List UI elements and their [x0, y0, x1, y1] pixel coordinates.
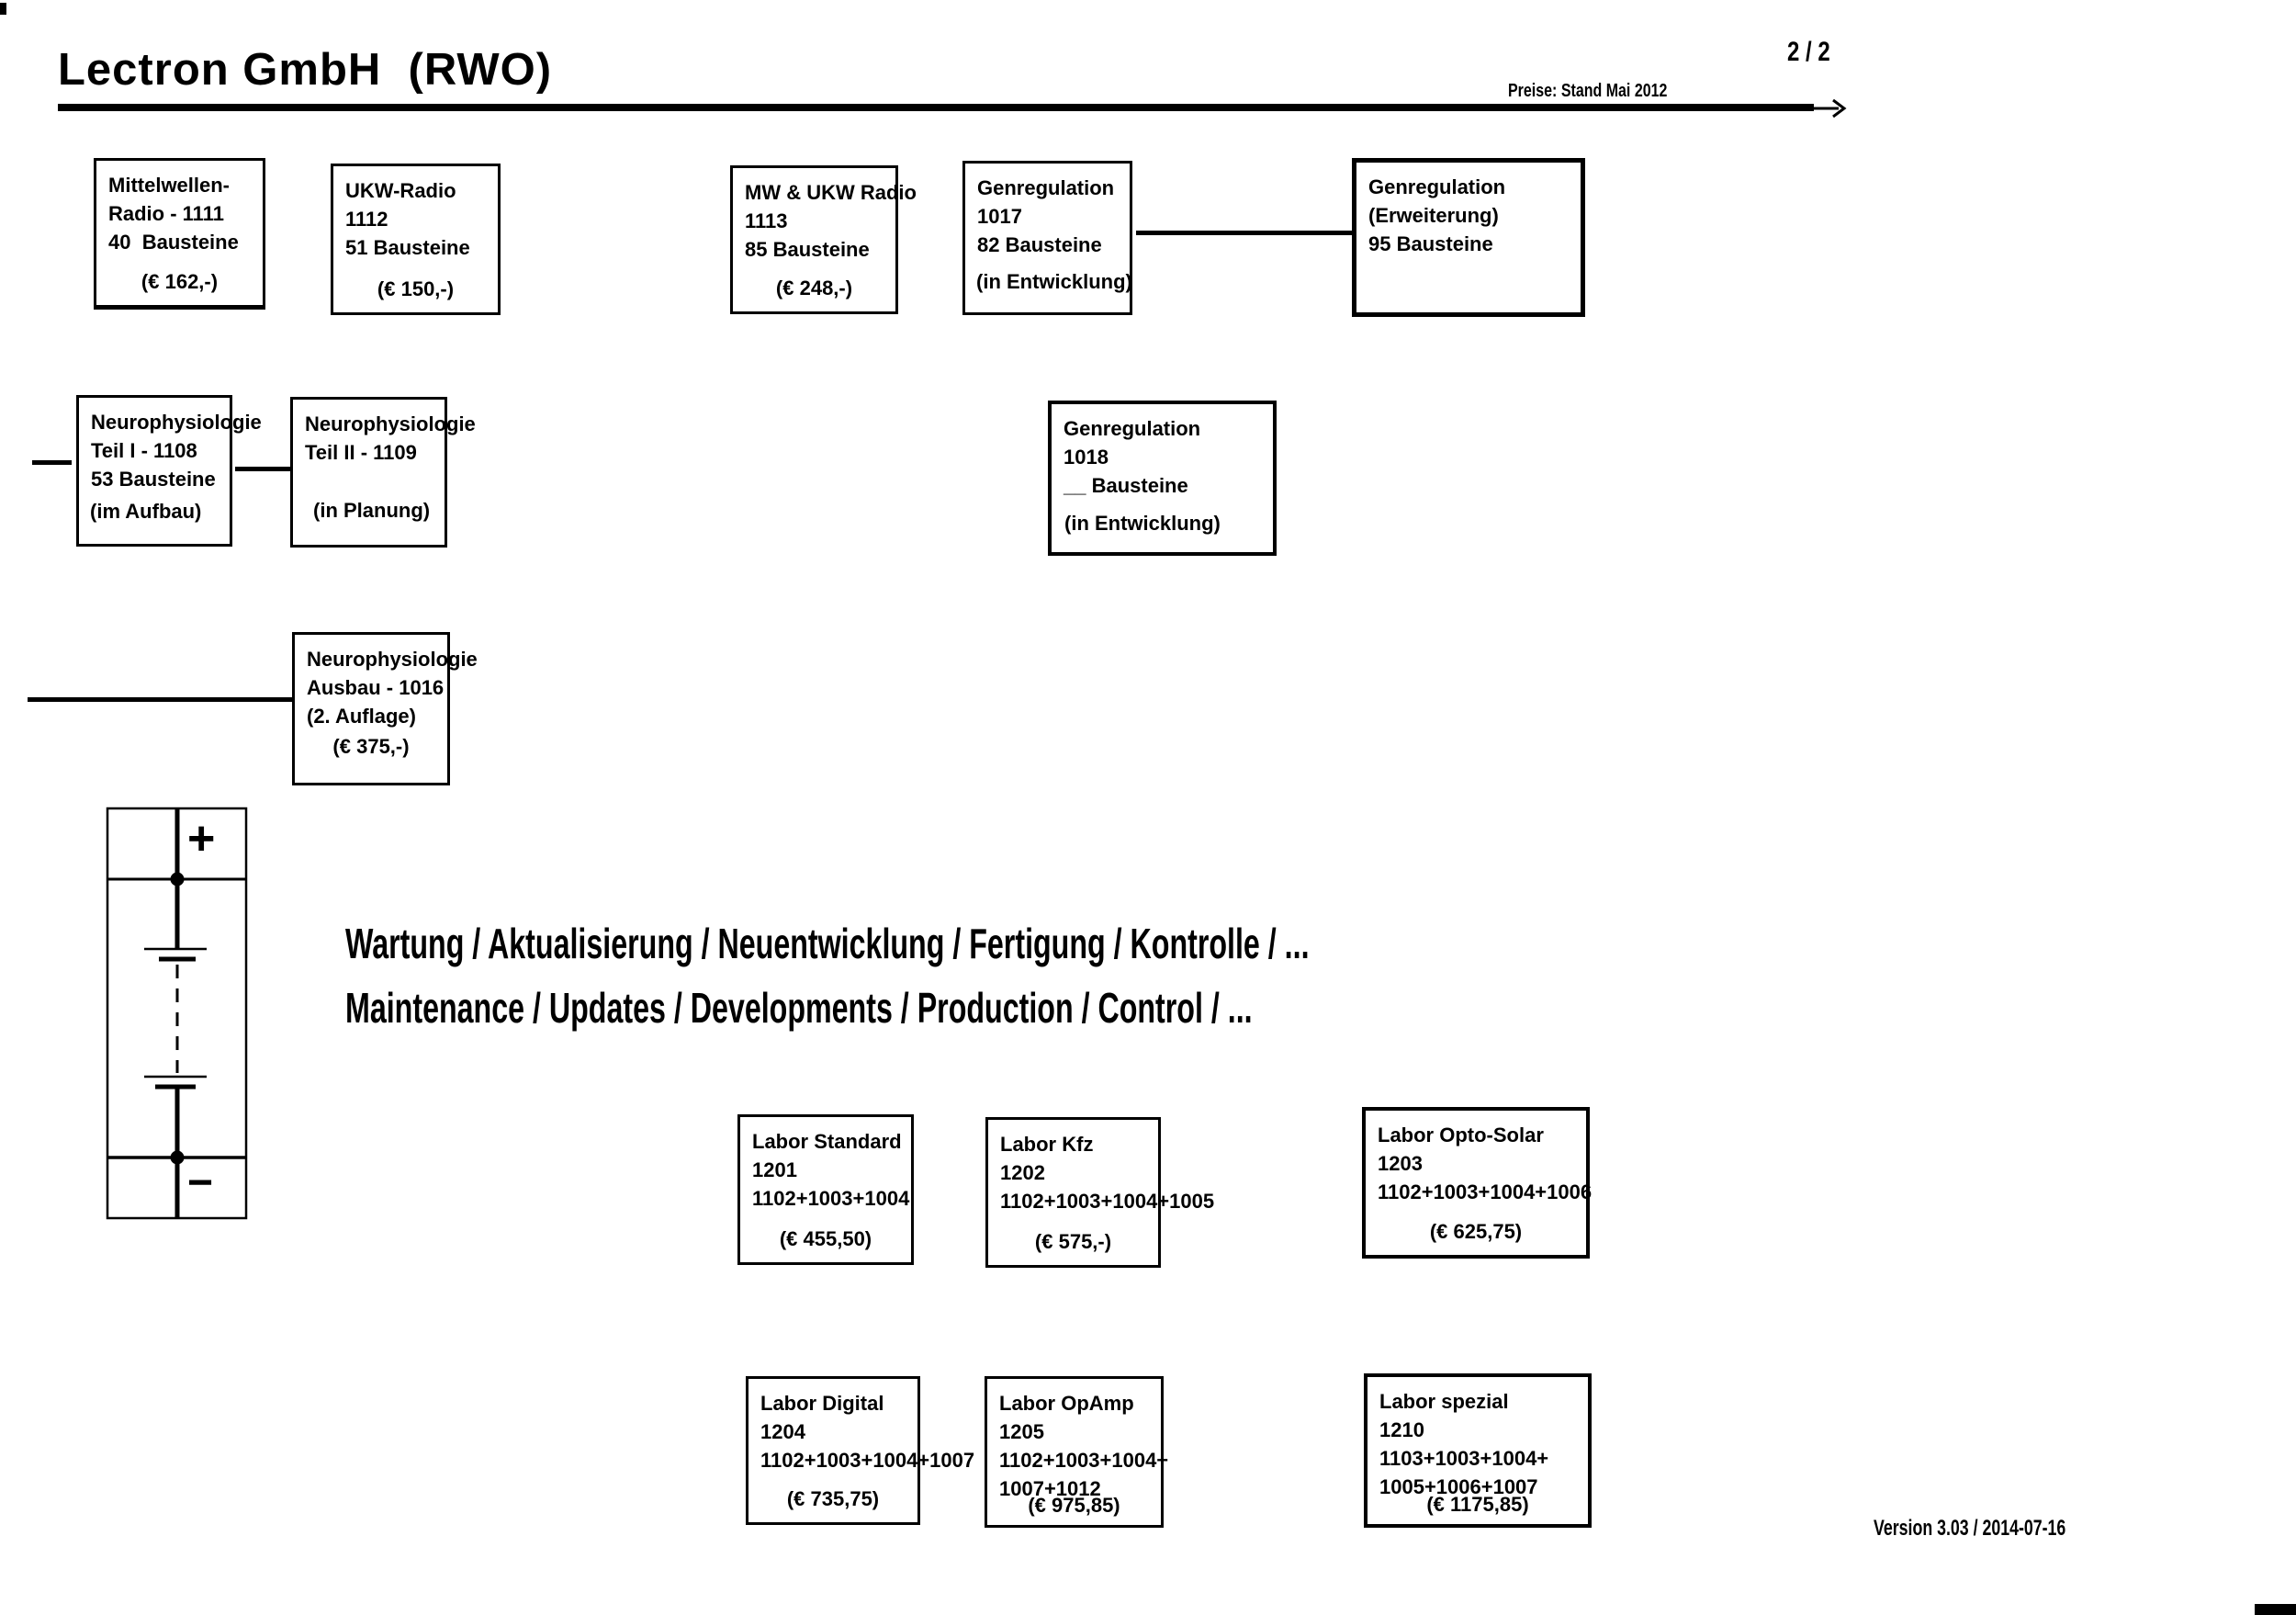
- product-price: (€ 455,50): [779, 1227, 872, 1250]
- product-line: Labor Kfz: [1000, 1133, 1094, 1156]
- junction-dot: [171, 873, 185, 887]
- product-line: 1201: [752, 1158, 797, 1181]
- product-price: (€ 1175,85): [1426, 1493, 1529, 1516]
- product-line: Genregulation: [1368, 175, 1506, 198]
- connector-edge-neuro1: [32, 460, 72, 465]
- product-line: 1113: [745, 209, 788, 232]
- connector-gen1017-generw: [1136, 231, 1352, 235]
- box-labor-standard-1201: [737, 1114, 914, 1265]
- product-line: Neurophysiologie: [91, 411, 262, 434]
- product-line: Teil II - 1109: [305, 441, 417, 464]
- product-price: (€ 375,-): [332, 735, 410, 758]
- box-labor-kfz-1202: [985, 1117, 1215, 1268]
- product-line: UKW-Radio: [345, 179, 456, 202]
- connector-neuro1-neuro2: [235, 467, 290, 471]
- product-status: (in Entwicklung): [976, 270, 1132, 293]
- product-line: Labor spezial: [1379, 1390, 1509, 1413]
- product-line: 82 Bausteine: [977, 233, 1102, 256]
- box-labor-opamp-1205: [985, 1376, 1169, 1528]
- product-line: 1112: [345, 208, 388, 231]
- product-line: 1210: [1379, 1418, 1424, 1441]
- product-line: 53 Bausteine: [91, 468, 216, 491]
- product-line: 1102+1003+1004: [752, 1187, 910, 1210]
- header-rule: [58, 104, 1814, 111]
- product-line: Ausbau - 1016: [307, 676, 445, 699]
- product-price: (€ 150,-): [377, 277, 455, 300]
- battery-symbol: [103, 807, 250, 1220]
- slogan-english: Maintenance / Updates / Developments / Production / Control / ...: [345, 984, 1253, 1032]
- product-status: (in Planung): [313, 499, 431, 522]
- product-line: 1018: [1064, 446, 1109, 469]
- product-price: (€ 162,-): [141, 270, 219, 293]
- junction-dot: [171, 1151, 185, 1165]
- product-price: (€ 248,-): [775, 277, 853, 299]
- product-price: (€ 975,85): [1028, 1494, 1120, 1517]
- product-line: 1102+1003+1004+1006: [1378, 1180, 1593, 1203]
- page-title: Lectron GmbH (RWO): [58, 45, 553, 95]
- product-line: 1102+1003+1004+1007: [760, 1449, 975, 1472]
- scan-artifact: [2255, 1604, 2296, 1615]
- product-line: (2. Auflage): [307, 705, 416, 728]
- box-labor-spezial-1210: [1364, 1373, 1592, 1528]
- plus-terminal-label: +: [187, 812, 216, 865]
- box-genregulation-1018: [1048, 401, 1277, 556]
- product-line: 1203: [1378, 1152, 1423, 1175]
- product-price: (€ 625,75): [1429, 1220, 1523, 1243]
- product-line: Teil I - 1108: [91, 439, 197, 462]
- product-price: (€ 735,75): [786, 1487, 880, 1510]
- connector-edge-ausbau: [28, 697, 292, 702]
- box-genregulation-erweiterung: [1352, 158, 1585, 317]
- box-genregulation-1017: [962, 161, 1132, 315]
- product-line: (Erweiterung): [1368, 204, 1499, 227]
- product-line: 1005+1006+1007: [1379, 1475, 1538, 1498]
- product-line: 95 Bausteine: [1368, 232, 1493, 255]
- product-line: 1204: [760, 1420, 805, 1443]
- box-mittelwellen-radio-1111: [94, 158, 265, 310]
- product-line: Labor Opto-Solar: [1378, 1124, 1544, 1146]
- product-status: (im Aufbau): [90, 500, 202, 523]
- product-line: Neurophysiologie: [305, 412, 476, 435]
- product-line: 51 Bausteine: [345, 236, 470, 259]
- product-line: Labor Standard: [752, 1130, 902, 1153]
- version-label: Version 3.03 / 2014-07-16: [1874, 1516, 2066, 1541]
- box-labor-opto-solar-1203: [1362, 1107, 1593, 1259]
- product-line: Genregulation: [977, 176, 1115, 199]
- product-line: 1102+1003+1004+: [999, 1449, 1169, 1472]
- slogan-german: Wartung / Aktualisierung / Neuentwicklung / Fertigung / Kontrolle / ...: [345, 920, 1310, 967]
- box-neurophysiologie-teil1-1108: [76, 395, 262, 547]
- product-line: MW & UKW Radio: [745, 181, 917, 204]
- box-mw-ukw-radio-1113: [730, 165, 917, 314]
- product-line: 85 Bausteine: [745, 238, 870, 261]
- product-line: 1102+1003+1004+1005: [1000, 1190, 1215, 1213]
- box-labor-digital-1204: [746, 1376, 975, 1525]
- scan-artifact: [0, 3, 6, 15]
- product-line: 1205: [999, 1420, 1044, 1443]
- product-line: Radio - 1111: [108, 202, 224, 225]
- box-neurophysiologie-ausbau-1016: [292, 632, 478, 785]
- arrow-right-icon: [1811, 95, 1851, 122]
- product-line: Labor OpAmp: [999, 1392, 1134, 1415]
- price-date-note: Preise: Stand Mai 2012: [1508, 81, 1668, 101]
- product-line: Neurophysiologie: [307, 648, 478, 671]
- product-line: Labor Digital: [760, 1392, 884, 1415]
- product-line: Genregulation: [1064, 417, 1201, 440]
- product-line: 1202: [1000, 1161, 1045, 1184]
- product-line: 1103+1003+1004+: [1379, 1447, 1549, 1470]
- product-line: 40 Bausteine: [108, 231, 239, 254]
- page-number: 2 / 2: [1787, 37, 1830, 67]
- product-price: (€ 575,-): [1034, 1230, 1112, 1253]
- minus-terminal-label: −: [187, 1158, 214, 1207]
- box-ukw-radio-1112: [331, 164, 501, 315]
- product-line: __ Bausteine: [1064, 474, 1188, 497]
- product-line: 1007+1012: [999, 1477, 1101, 1500]
- product-line: Mittelwellen-: [108, 174, 231, 197]
- box-neurophysiologie-teil2-1109: [290, 397, 476, 548]
- product-line: 1017: [977, 205, 1022, 228]
- product-status: (in Entwicklung): [1064, 512, 1221, 535]
